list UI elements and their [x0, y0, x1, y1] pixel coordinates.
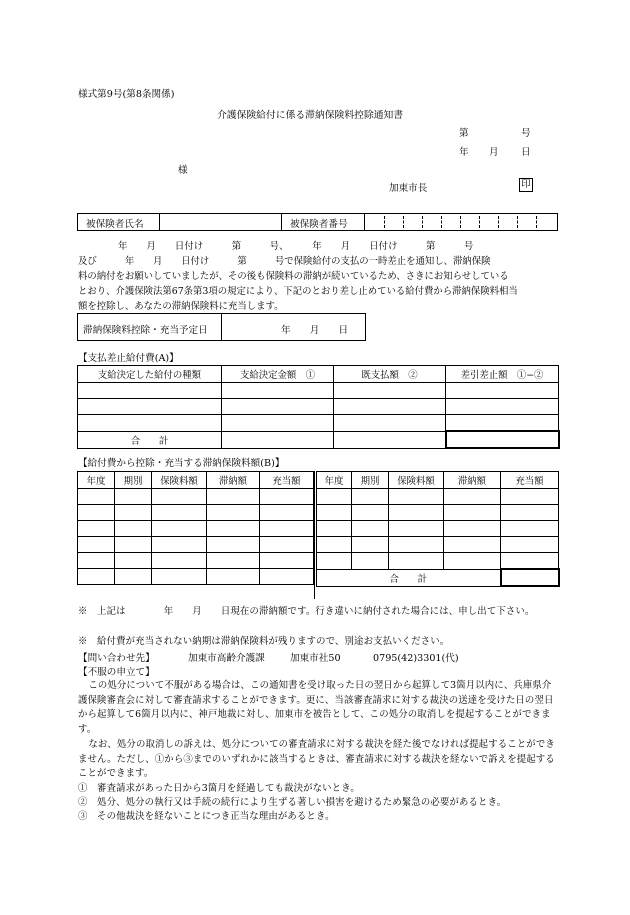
objection-item-2: ② 処分、処分の執行又は手続の続行により生ずる著しい損害を避けるため緊急の必要があるとき。 [78, 797, 507, 808]
section-a-table [77, 365, 560, 449]
table-row [78, 521, 314, 537]
doc-no-dai: 第 [459, 128, 469, 139]
table-total-row [78, 431, 559, 448]
col-header: 滞納額 [444, 472, 501, 489]
section-b-title: 【給付費から控除・充当する滞納保険料額(B)】 [78, 458, 285, 469]
total-label: 合 計 [317, 569, 501, 586]
col-header: 滞納額 [207, 472, 260, 489]
note-2: ※ 給付費が充当されない納期は滞納保険料が残りますので、別途お支払いください。 [78, 636, 450, 647]
table-header-row [78, 366, 559, 383]
objection-item-3: ③ その他裁決を経ないことにつき正当な理由があるとき。 [78, 811, 335, 822]
table-row [317, 553, 559, 570]
col-header: 期別 [352, 472, 389, 489]
deduction-date-box [77, 313, 366, 341]
seal-stamp: 印 [519, 178, 533, 192]
section-b-table-right [316, 471, 560, 587]
table-row [78, 569, 314, 585]
col-header: 年度 [317, 472, 352, 489]
table-row [78, 399, 559, 415]
table-row [317, 505, 559, 521]
col-header: 充当額 [501, 472, 559, 489]
section-b-table-left [77, 471, 314, 585]
date-nen: 年 [459, 147, 469, 158]
col-header: 保険料額 [389, 472, 444, 489]
deduction-date-value: 年 月 日 [281, 325, 349, 336]
insured-number-label: 被保険者番号 [290, 219, 348, 230]
date-tsuki: 月 [489, 147, 499, 158]
body-line-3: 料の納付をお願いしていましたが、その後も保険料の滞納が続いているため、さきにお知らせしている [78, 271, 509, 282]
col-header: 年度 [78, 472, 115, 489]
inquiry-label: 【問い合わせ先】 [78, 653, 155, 664]
table-row [317, 537, 559, 553]
objection-paragraph-1: この処分について不服がある場合は、この通知書を受け取った日の翌日から起算して3箇月以内に、兵庫県介護保険審査会に対して審査請求することができます。更に、当該審査請求に対する裁決の送達を受けた日の翌日から起算して6箇月以内に、神戸地裁に対し、加東市を被告として、この処分の取消しを提起することができます。 [78, 680, 554, 735]
table-total-row [317, 569, 559, 586]
document-title: 介護保険給付に係る滞納保険料控除通知書 [217, 110, 404, 121]
table-row [78, 383, 559, 399]
addressee-sama: 様 [178, 165, 188, 176]
deduction-date-label: 滞納保険料控除・充当予定日 [83, 325, 208, 336]
date-hi: 日 [521, 147, 531, 158]
insured-name-label: 被保険者氏名 [86, 219, 144, 230]
table-row [78, 505, 314, 521]
insured-info-box [77, 213, 558, 231]
col-header: 期別 [115, 472, 152, 489]
col-header: 支給決定した給付の種類 [78, 366, 222, 383]
col-header: 支給決定金額 ① [222, 366, 334, 383]
objection-title: 【不服の申立て】 [78, 667, 155, 678]
body-line-2: 及び 年 月 日付け 第 号で保険給付の支払の一時差止を通知し、滞納保険 [78, 256, 491, 267]
col-header: 既支払額 ② [334, 366, 446, 383]
table-row [78, 415, 559, 432]
col-header: 差引差止額 ①−② [446, 366, 559, 383]
inquiry-phone: 0795(42)3301(代) [373, 653, 459, 664]
table-row [317, 489, 559, 505]
col-header: 保険料額 [152, 472, 207, 489]
form-number: 様式第9号(第8条関係) [78, 89, 175, 100]
table-row [78, 537, 314, 553]
body-line-4: とおり、介護保険法第67条第3項の規定により、下記のとおり差し止めている給付費から滞納保険料相当 [78, 286, 518, 297]
table-row [78, 489, 314, 505]
objection-paragraph-2: なお、処分の取消しの訴えは、処分についての審査請求に対する裁決を経た後でなければ提起することができません。ただし、①から③までのいずれかに該当するときは、審査請求に対する裁決を経ないで訴えを提起することができます。 [78, 739, 555, 780]
inquiry-address: 加東市社50 [290, 653, 341, 664]
inquiry-office: 加東市高齢介護課 [188, 653, 265, 664]
total-label: 合 計 [78, 431, 222, 448]
issuer: 加東市長 [389, 183, 428, 194]
table-header-row [317, 472, 559, 489]
body-line-1: 年 月 日付け 第 号、 年 月 日付け 第 号 [118, 241, 474, 252]
note-1: ※ 上記は 年 月 日現在の滞納額です。行き違いに納付された場合には、申し出て下さい。 [78, 606, 535, 617]
objection-item-1: ① 審査請求があった日から3箇月を経過しても裁決がないとき。 [78, 783, 360, 794]
col-header: 充当額 [260, 472, 314, 489]
section-a-title: 【支払差止給付費(A)】 [78, 353, 179, 364]
table-header-row [78, 472, 314, 489]
doc-no-go: 号 [521, 128, 531, 139]
body-line-5: 額を控除し、あなたの滞納保険料に充当します。 [78, 301, 284, 312]
table-row [317, 521, 559, 537]
table-row [78, 553, 314, 569]
